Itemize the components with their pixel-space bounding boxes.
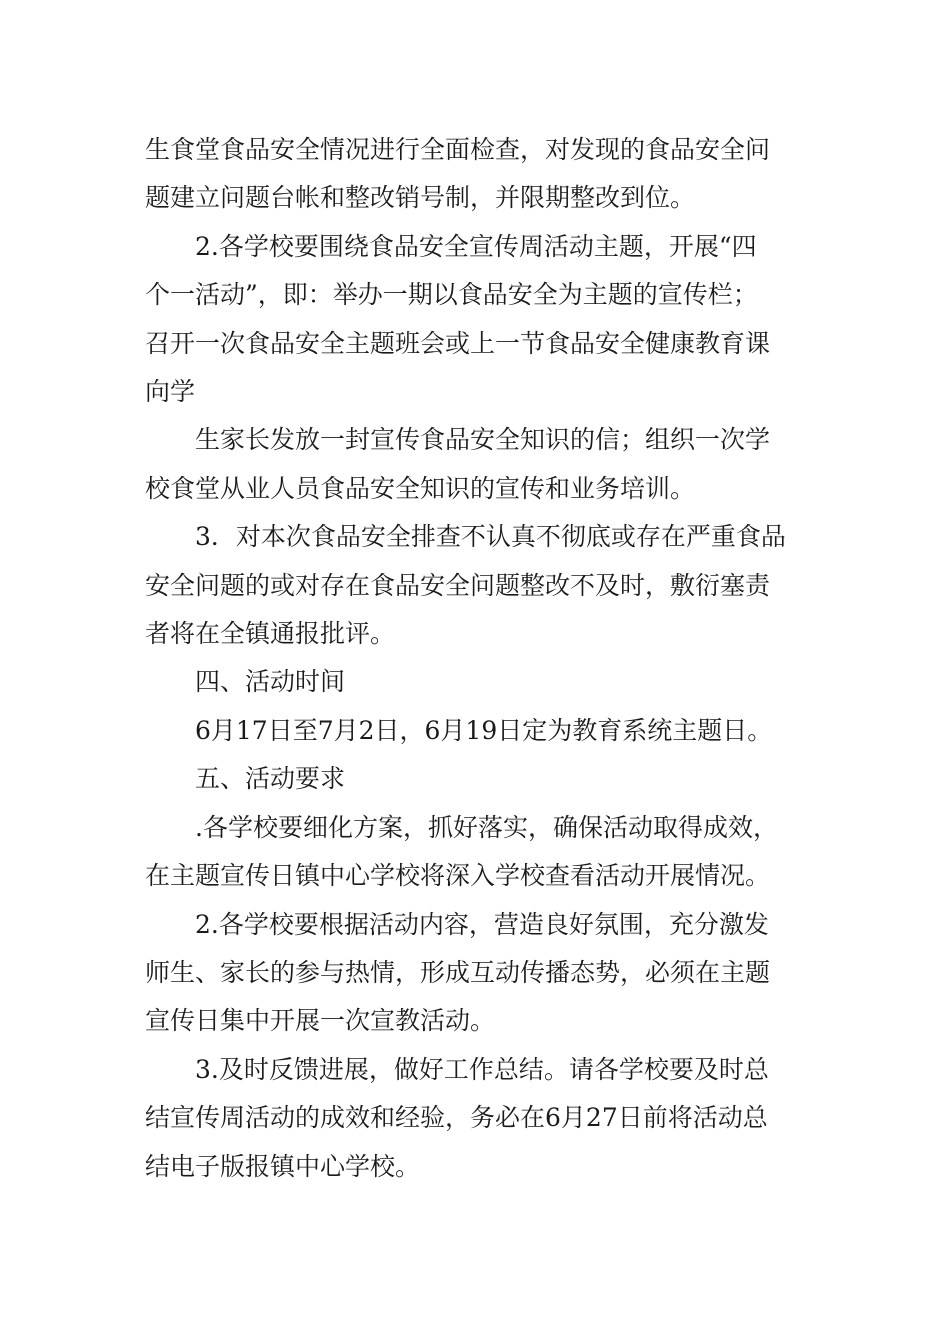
text-line: 宣传日集中开展一次宣教活动。 (145, 1006, 496, 1036)
text-line: 结电子版报镇中心学校。 (145, 1151, 421, 1181)
text-line: 2.各学校要围绕食品安全宣传周活动主题，开展“四 (195, 231, 757, 261)
text-line: 师生、家长的参与热情，形成互动传播态势，必须在主题 (145, 957, 771, 987)
text-line: 3.及时反馈进展，做好工作总结。请各学校要及时总 (195, 1054, 769, 1084)
text-line: 结宣传周活动的成效和经验，务必在6月27日前将活动总 (145, 1103, 768, 1133)
section-heading: 五、活动要求 (195, 764, 346, 794)
text-line: 3．对本次食品安全排查不认真不彻底或存在严重食品 (195, 522, 786, 552)
text-line: 者将在全镇通报批评。 (145, 619, 396, 649)
text-line: 个一活动”，即：举办一期以食品安全为主题的宣传栏； (145, 280, 758, 310)
section-heading: 四、活动时间 (195, 667, 346, 697)
text-line: 生家长发放一封宣传食品安全知识的信；组织一次学 (195, 425, 771, 455)
text-line: 安全问题的或对存在食品安全问题整改不及时，敷衍塞责 (145, 570, 771, 600)
text-line: 题建立问题台帐和整改销号制，并限期整改到位。 (145, 183, 696, 213)
text-line: 生食堂食品安全情况进行全面检查，对发现的食品安全问 (145, 135, 771, 164)
text-line: 2.各学校要根据活动内容，营造良好氛围，充分激发 (195, 909, 769, 939)
text-line: .各学校要细化方案，抓好落实，确保活动取得成效， (195, 812, 778, 842)
text-line: 召开一次食品安全主题班会或上一节食品安全健康教育课 (145, 328, 771, 358)
text-line: 在主题宣传日镇中心学校将深入学校查看活动开展情况。 (145, 861, 771, 891)
text-line: 6月17日至7月2日，6月19日定为教育系统主题日。 (195, 715, 773, 745)
text-line: 向学 (145, 377, 196, 407)
text-line: 校食堂从业人员食品安全知识的宣传和业务培训。 (145, 473, 696, 503)
document-body (145, 126, 810, 1191)
